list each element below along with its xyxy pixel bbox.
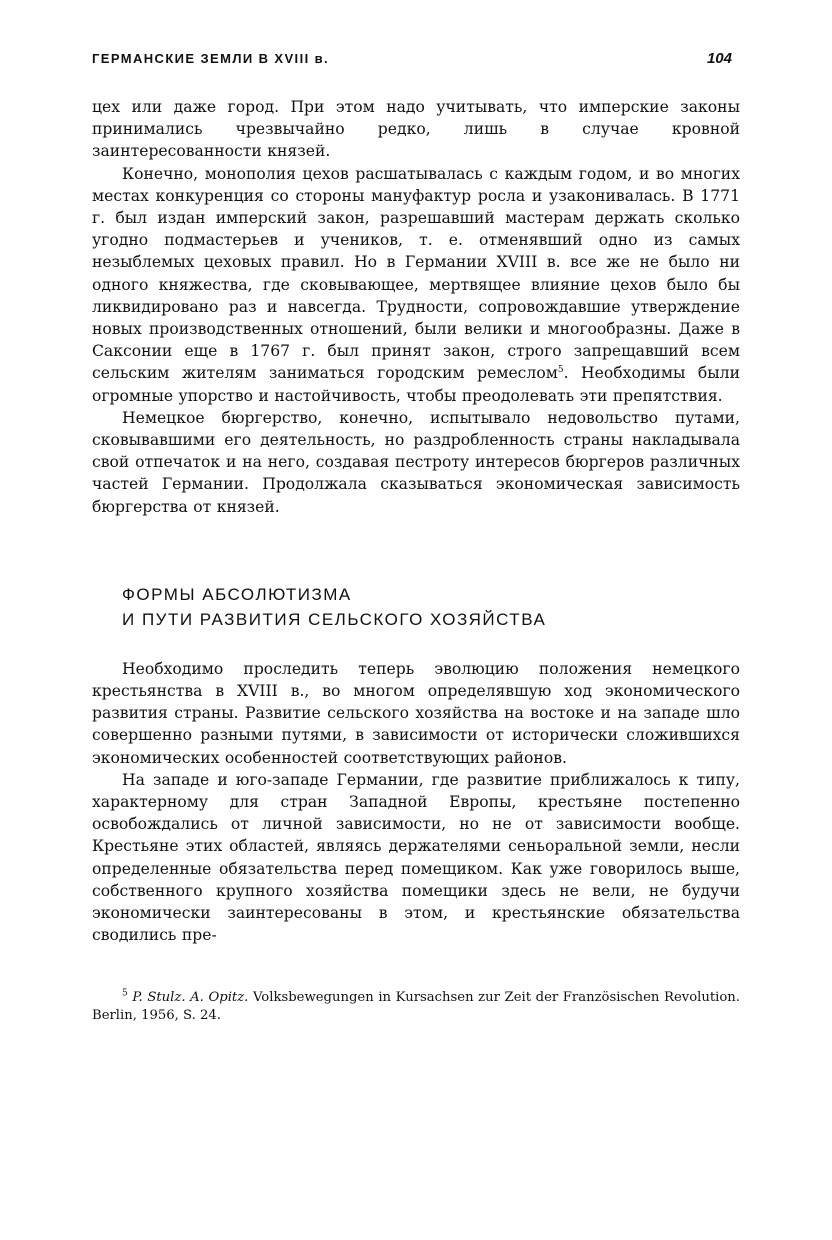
paragraph-peasantry [92,658,740,769]
paragraph-text: . Необходимы были огромные упорство и настойчивость, чтобы преодолевать эти препятствия. [92,364,740,405]
paragraph-text: Конечно, монополия цехов расшатывалась с каждым годом, и во многих местах конкуренция со стороны мануфактур росла и узаконивалась. В 1771 г. был издан имперский закон, разрешавший мастерам держать сколько угодно подмастерьев и учеников, т. е. отменявший одно из самых незыблемых цеховых правил. Но в Германии XVIII в. все же не было ни одного княжества, где сковывающее, мертвящее влияние цехов было бы ликвидировано раз и навсегда. Трудности, сопровождавшие утверждение новых производственных отношений, были велики и многообразны. Даже в Саксонии еще в 1767 г. был принят закон, строго запрещавший всем сельским жителям заниматься городским ремеслом [92,164,740,383]
footnote [92,989,740,1026]
paragraph-text: Немецкое бюргерство, конечно, испытывало недовольство путами, сковывавшими его деятельность, но раздробленность страны накладывала свой отпечаток и на него, создавая пестроту интересов бюргеров различных частей Германии. Продолжала сказываться экономическая зависимость бюргерства от князей. [92,408,740,516]
footnote-reference: 5 [557,365,564,376]
section-heading [122,582,740,632]
main-text [92,96,740,947]
paragraph-guild-monopoly [92,163,740,407]
running-header [92,50,740,72]
footnote-text: Volksbewegungen in Kursachsen zur Zeit der Französischen Revolution. Berlin, 1956, S. 24. [92,989,740,1023]
paragraph-text: Необходимо проследить теперь эволюцию положения немецкого крестьянства в XVIII в., во многом определявшую ход экономического развития страны. Развитие сельского хозяйства на востоке и на западе шло совершенно разными путями, в зависимости от исторически сложившихся экономических особенностей соответствующих районов. [92,659,740,767]
paragraph-text: На западе и юго-западе Германии, где развитие приближалось к типу, характерному для стран Западной Европы, крестьяне постепенно освобождались от личной зависимости, но не от зависимости вообще. Крестьяне этих областей, являясь держателями сеньоральной земли, несли определенные обязательства перед помещиком. Как уже говорилось выше, собственного крупного хозяйства помещики здесь не вели, не будучи экономически заинтересованы в этом, и крестьянские обязательства сводились пре- [92,770,740,945]
paragraph-west-germany [92,769,740,947]
paragraph-burghers [92,407,740,518]
paragraph-continued [92,96,740,163]
footnote-authors: P. Stulz. A. Opitz. [132,989,249,1005]
running-title: ГЕРМАНСКИЕ ЗЕМЛИ В XVIII в. [92,51,330,66]
section-heading-line: И ПУТИ РАЗВИТИЯ СЕЛЬСКОГО ХОЗЯЙСТВА [122,609,547,629]
page-number: 104 [706,50,732,67]
paragraph-text: цех или даже город. При этом надо учитывать, что имперские законы принимались чрезвычайно редко, лишь в случае кровной заинтересованности князей. [92,98,740,161]
section-heading-line: ФОРМЫ АБСОЛЮТИЗМА [122,584,352,604]
footnote-mark: 5 [122,988,128,999]
book-page [92,50,740,1026]
